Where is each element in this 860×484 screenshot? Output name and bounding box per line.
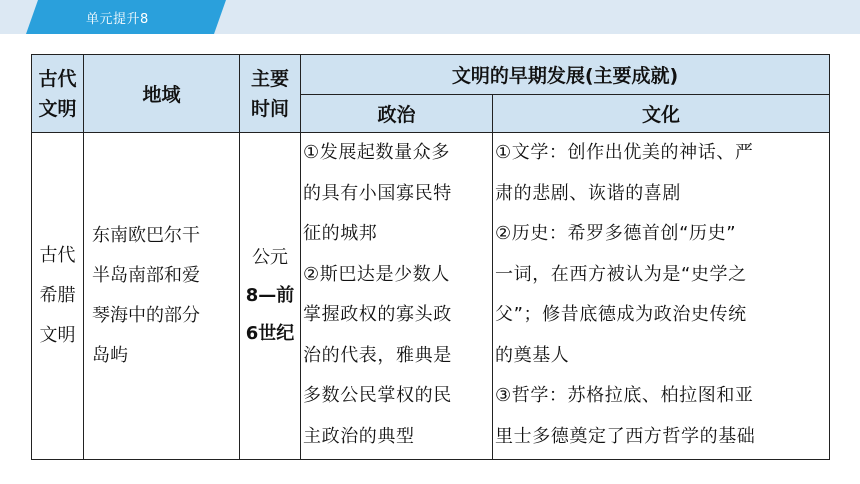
region-line: 琴海中的部分 [92,305,200,326]
header-civilization [32,55,84,133]
politics-line: 的具有小国寡民特 [303,182,452,204]
header-culture: 文化 [493,95,830,133]
culture-line: ①文学：创作出优美的神话、严 [495,142,754,163]
cell-time [240,133,301,460]
civilization-line: 希腊 [39,285,76,306]
header-time-line2: 时间 [250,97,289,120]
politics-line: ①发展起数量众多 [303,142,450,163]
top-banner [0,0,860,34]
cell-region [84,133,240,460]
politics-line: 治的代表，雅典是 [303,344,452,366]
politics-line: 主政治的典型 [303,425,415,447]
civilization-table [31,54,830,460]
culture-line: 父”；修昔底德成为政治史传统 [495,304,747,325]
header-time [240,55,301,133]
civilization-line: 古代 [39,245,76,266]
politics-line: 征的城邦 [303,223,378,244]
header-development: 文明的早期发展(主要成就) [301,55,830,95]
culture-line: 一词，在西方被认为是“史学之 [495,263,747,285]
header-time-line1: 主要 [250,67,289,90]
culture-line: 的奠基人 [495,344,570,366]
culture-line: 里士多德奠定了西方哲学的基础 [495,425,756,447]
region-line: 岛屿 [92,345,128,366]
header-region: 地域 [84,55,240,133]
politics-line: 多数公民掌权的民 [303,385,452,406]
header-politics: 政治 [301,95,493,133]
region-line: 东南欧巴尔干 [92,225,200,246]
header-civilization-line1: 古代 [38,67,77,90]
cell-politics [301,133,493,460]
politics-line: ②斯巴达是少数人 [303,263,450,285]
culture-line: ③哲学：苏格拉底、柏拉图和亚 [495,385,754,406]
time-line: 公元 [252,247,288,268]
header-civilization-line2: 文明 [38,97,77,120]
civilization-line: 文明 [39,325,76,346]
politics-line: 掌握政权的寡头政 [303,304,452,325]
time-line: 6世纪 [245,323,295,344]
cell-civilization [32,133,84,460]
time-line: 8—前 [245,285,295,306]
culture-line: ②历史：希罗多德首创“历史” [495,223,737,244]
cell-culture [493,133,830,460]
culture-line: 肃的悲剧、诙谐的喜剧 [495,182,681,204]
section-label: 单元提升8 [86,12,149,27]
region-line: 半岛南部和爱 [92,265,200,286]
